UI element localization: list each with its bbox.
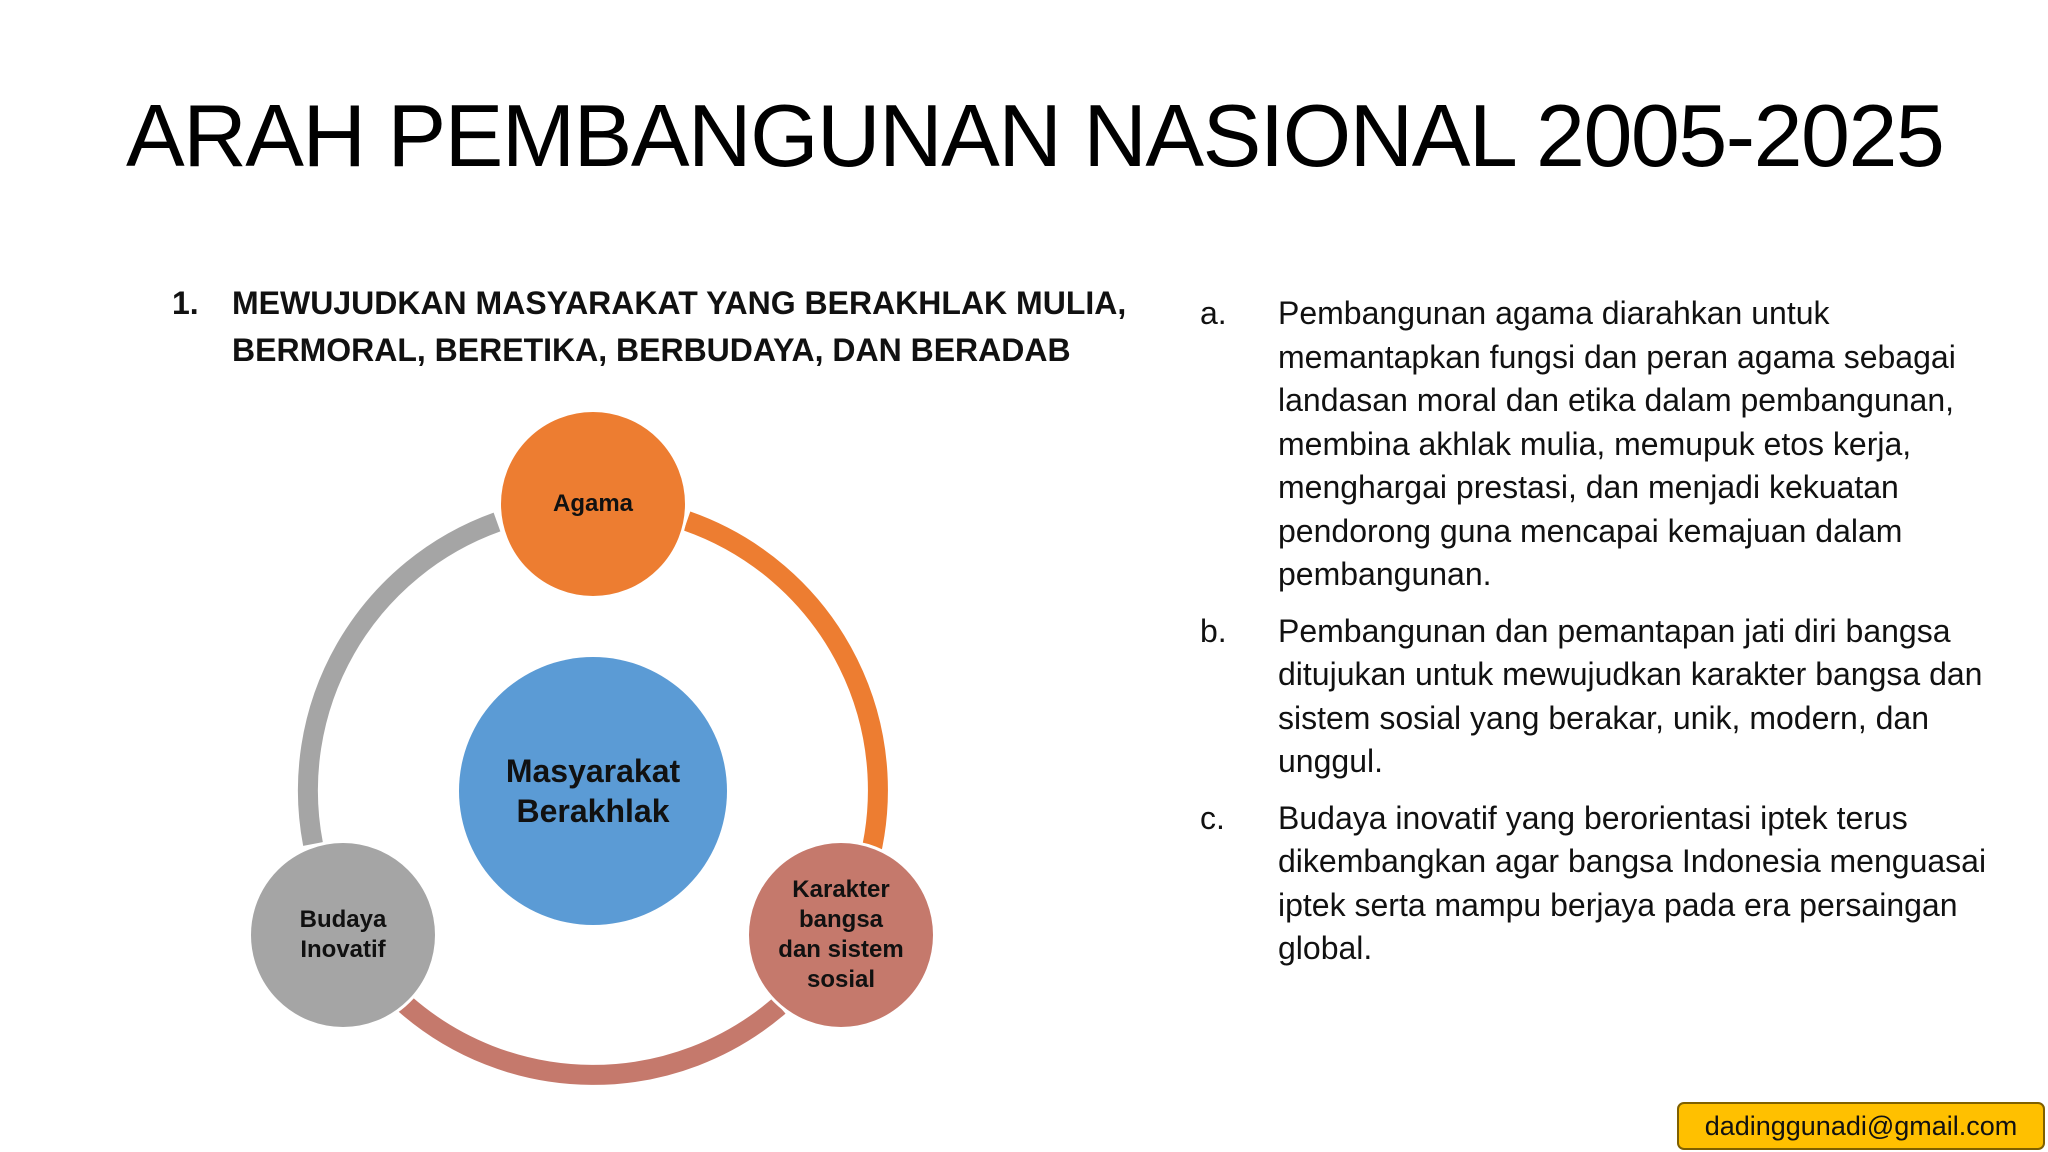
arc-karakter-to-budaya — [405, 1004, 779, 1075]
list-item — [1200, 797, 2000, 971]
list-marker: a. — [1200, 295, 1227, 331]
agama-node — [498, 409, 688, 599]
slide-title: ARAH PEMBANGUNAN NASIONAL 2005-2025 — [126, 86, 1944, 185]
points-list — [1200, 292, 2000, 984]
heading-number: 1. — [172, 285, 199, 321]
center-node — [459, 657, 727, 925]
agama-label: Agama — [552, 490, 634, 517]
list-text: Pembangunan agama diarahkan untuk memantapkan fungsi dan peran agama sebagai landasan moral dan etika dalam pembangunan, membina akhlak mulia, memupuk etos kerja, menghargai prestasi, dan menjadi kekuatan pendorong guna mencapai kemajuan dalam pembangunan. — [1278, 295, 1956, 592]
list-marker: b. — [1200, 612, 1227, 649]
email-badge: dadinggunadi@gmail.com — [1677, 1102, 2045, 1150]
list-item — [1200, 292, 2000, 597]
center-label: Masyarakat Berakhlak — [505, 753, 681, 829]
list-marker: c. — [1200, 799, 1225, 836]
budaya-label: Budaya Inovatif — [299, 906, 387, 963]
list-item — [1200, 610, 2000, 784]
heading-text: MEWUJUDKAN MASYARAKAT YANG BERAKHLAK MULIA, BERMORAL, BERETIKA, BERBUDAYA, DAN BERADAB — [232, 285, 1127, 368]
budaya-node — [248, 840, 438, 1030]
karakter-node — [746, 840, 936, 1030]
list-text: Pembangunan dan pemantapan jati diri bangsa ditujukan untuk mewujudkan karakter bangsa dan sistem sosial yang berakar, unik, modern, dan unggul. — [1278, 612, 1983, 779]
list-text: Budaya inovatif yang berorientasi iptek terus dikembangkan agar bangsa Indonesia menguasai iptek serta mampu berjaya pada era persaingan global. — [1278, 799, 1987, 966]
karakter-label: Karakter bangsa dan sistem sosial — [778, 876, 904, 993]
